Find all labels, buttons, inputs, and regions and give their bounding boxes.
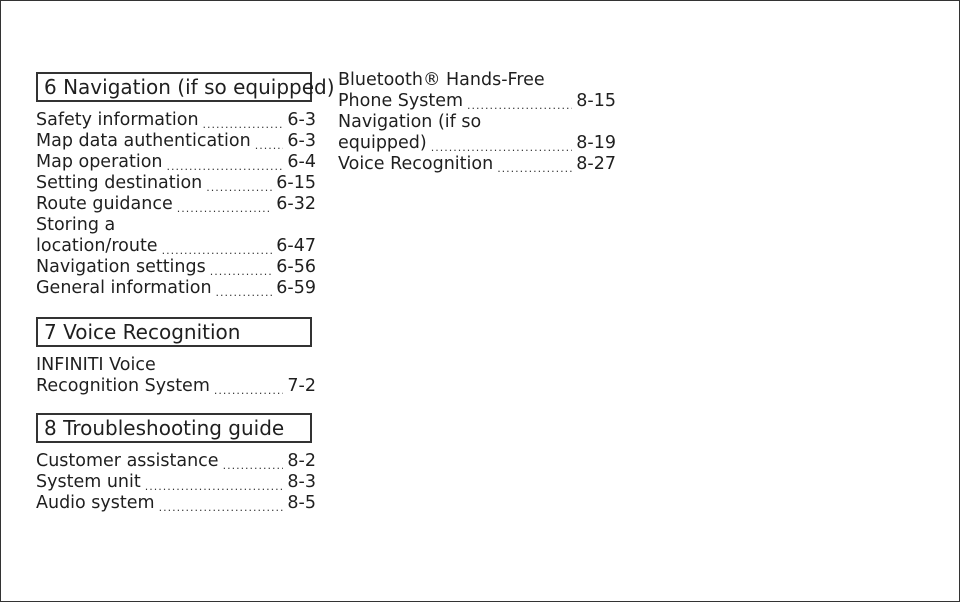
toc-entry[interactable]: Safety information ..... 6-3 <box>36 110 316 131</box>
toc-entry[interactable]: Setting destination ..... 6-15 <box>36 173 316 194</box>
toc-entry[interactable]: Map operation ..... 6-4 <box>36 152 316 173</box>
toc-entry[interactable]: Bluetooth® Hands-Free Phone System ..... 8-15 <box>338 70 616 112</box>
toc-left-column <box>36 72 335 514</box>
toc-entry[interactable]: Voice Recognition ..... 8-27 <box>338 154 616 175</box>
toc-entry[interactable]: Audio system ..... 8-5 <box>36 493 316 514</box>
toc-right-column <box>338 70 616 175</box>
toc-entry[interactable]: Navigation (if so equipped) ..... 8-19 <box>338 112 616 154</box>
toc-entry[interactable]: Map data authentication ..... 6-3 <box>36 131 316 152</box>
section-heading-navigation: 6 Navigation (if so equipped) <box>36 72 312 102</box>
toc-entry[interactable]: Route guidance ..... 6-32 <box>36 194 316 215</box>
section-heading-troubleshooting: 8 Troubleshooting guide <box>36 413 312 443</box>
toc-entry[interactable]: Customer assistance ..... 8-2 <box>36 451 316 472</box>
toc-entry[interactable]: INFINITI Voice Recognition System ..... 7-2 <box>36 355 316 397</box>
toc-entry[interactable]: Navigation settings ..... 6-56 <box>36 257 316 278</box>
toc-entry[interactable]: Storing a location/route ..... 6-47 <box>36 215 316 257</box>
toc-entry[interactable]: System unit ..... 8-3 <box>36 472 316 493</box>
section-heading-voice-recognition: 7 Voice Recognition <box>36 317 312 347</box>
toc-entry[interactable]: General information ..... 6-59 <box>36 278 316 299</box>
